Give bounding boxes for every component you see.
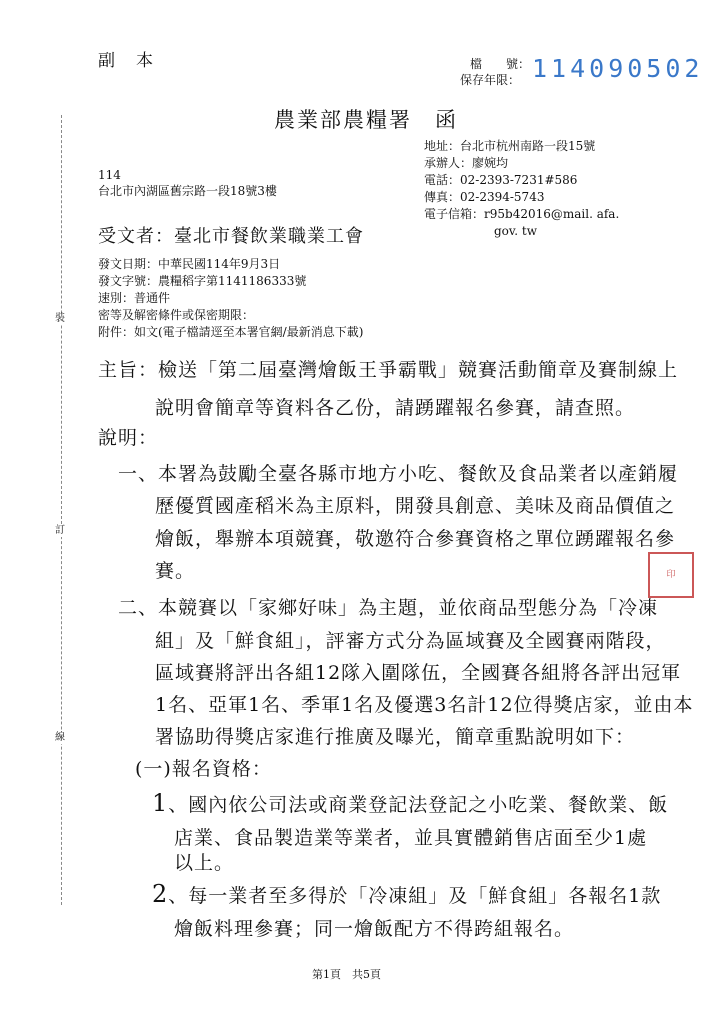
item-2-line-4: 1名、亞軍1名、季軍1名及優選3名計12位得獎店家，並由本	[155, 694, 694, 716]
issue-date: 發文日期：中華民國114年9月3日	[98, 257, 281, 271]
copy-mark: 副 本	[98, 51, 155, 71]
item-1-line-1: 一、本署為鼓勵全臺各縣市地方小吃、餐飲及食品業者以產銷履	[118, 463, 679, 485]
recipient-zip: 114	[98, 168, 121, 182]
recipient: 受文者：臺北市餐飲業職業工會	[98, 226, 364, 247]
sender-handler: 承辦人：廖婉均	[424, 156, 509, 170]
sender-address: 地址：台北市杭州南路一段15號	[424, 139, 596, 153]
sub-item-2-number: 2	[152, 880, 169, 908]
binding-mark-zhuang: 裝	[55, 313, 65, 324]
sub-item-2	[152, 880, 662, 908]
sender-email: 電子信箱：r95b42016@mail. afa.	[424, 207, 620, 221]
binding-mark-ding: 訂	[55, 525, 65, 536]
sub-item-1-line-3: 以上。	[174, 852, 235, 874]
secrecy-level: 密等及解密條件或保密期限：	[98, 308, 255, 322]
file-number-label: 檔 號：	[470, 57, 531, 71]
subject-line-1: 主旨：檢送「第二屆臺灣燴飯王爭霸戰」競賽活動簡章及賽制線上	[98, 359, 679, 381]
sender-fax: 傳真：02-2394-5743	[424, 190, 545, 204]
item-2-line-3: 區域賽將評出各組12隊入圍隊伍，全國賽各組將各評出冠軍	[155, 662, 682, 684]
item-1-line-4: 賽。	[155, 560, 196, 582]
item-2-line-1: 二、本競賽以「家鄉好味」為主題，並依商品型態分為「冷凍	[118, 597, 659, 619]
seal-text: 印	[666, 569, 676, 580]
seal-stamp	[648, 552, 694, 598]
item-2-line-2: 組」及「鮮食組」，評審方式分為區域賽及全國賽兩階段，	[155, 630, 666, 652]
item-1-line-2: 歷優質國產稻米為主原料，開發具創意、美味及商品價值之	[155, 495, 676, 517]
item-2-line-5: 署協助得獎店家進行推廣及曝光，簡章重點說明如下：	[155, 726, 636, 748]
binding-line	[61, 115, 62, 905]
sender-phone: 電話：02-2393-7231#586	[424, 173, 578, 187]
sub-item-1-number: 1	[152, 789, 169, 817]
sub-item-2-line-1: 、每一業者至多得於「冷凍組」及「鮮食組」各報名1款	[168, 885, 662, 907]
sub-item-1	[152, 789, 669, 817]
binding-mark-xian: 線	[55, 732, 65, 743]
subject-line-2: 說明會簡章等資料各乙份，請踴躍報名參賽，請查照。	[155, 397, 636, 419]
delivery-speed: 速別：普通件	[98, 291, 171, 305]
archive-stamp-number: 114090502	[532, 54, 704, 83]
sub-item-2-line-2: 燴飯料理參賽；同一燴飯配方不得跨組報名。	[174, 918, 575, 940]
sub-heading-eligibility: (一)報名資格：	[135, 758, 272, 780]
document-title: 農業部農糧署 函	[274, 108, 458, 132]
item-1-line-3: 燴飯，舉辦本項競賽，敬邀符合參賽資格之單位踴躍報名參	[155, 528, 676, 550]
sub-item-1-line-2: 店業、食品製造業等業者，並具實體銷售店面至少1處	[174, 827, 648, 849]
retention-label: 保存年限：	[460, 73, 521, 87]
recipient-address: 台北市內湖區舊宗路一段18號3樓	[98, 184, 277, 198]
sub-item-1-line-1: 、國內依公司法或商業登記法登記之小吃業、餐飲業、飯	[168, 794, 669, 816]
document-number: 發文字號：農糧稻字第1141186333號	[98, 274, 307, 288]
page-footer: 第1頁 共5頁	[312, 968, 381, 981]
sender-email-cont: gov. tw	[494, 224, 537, 238]
attachment-note: 附件：如文(電子檔請逕至本署官網/最新消息下載)	[98, 325, 364, 339]
explanation-label: 說明：	[98, 427, 159, 449]
